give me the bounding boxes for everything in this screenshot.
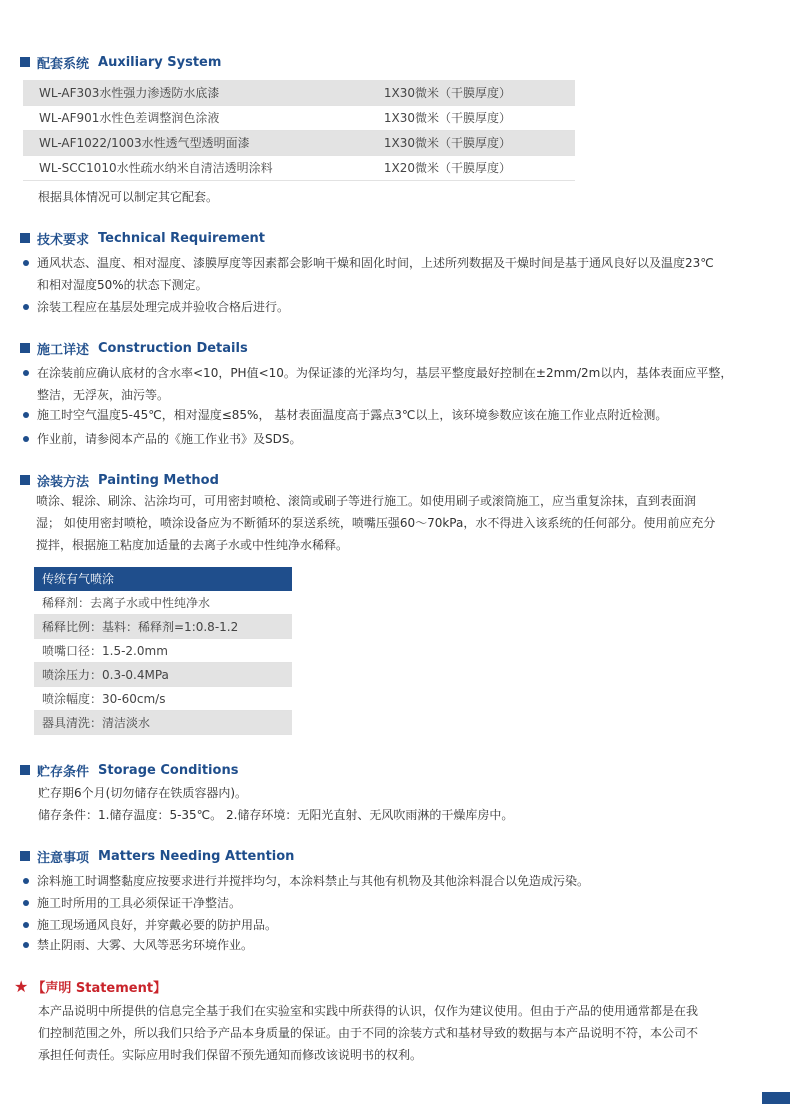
title-cn: 技术要求 [37, 232, 90, 248]
dot-bullet-icon [23, 260, 29, 266]
title-cn: 注意事项 [37, 850, 90, 866]
list-item [20, 934, 770, 956]
bullet-line: 施工时所用的工具必须保证干净整洁。 [37, 896, 242, 910]
dot-bullet-icon [23, 370, 29, 376]
spec-cell: 1X20微米（干膜厚度） [320, 155, 575, 180]
bullet-line: 禁止阴雨、大雾、大风等恶劣环境作业。 [37, 938, 254, 952]
title-cn: 配套系统 [37, 56, 90, 72]
square-bullet-icon [20, 343, 30, 353]
title-en: Painting Method [98, 472, 219, 488]
dot-bullet-icon [23, 878, 29, 884]
bullet-line: 整洁，无浮灰，油污等。 [37, 388, 170, 402]
table-row [23, 130, 575, 155]
product-cell: WL-AF303水性强力渗透防水底漆 [23, 80, 320, 105]
bullet-line: 在涂装前应确认底材的含水率<10，PH值<10。为保证漆的光泽均匀，基层平整度最好控制在±2mm/2m以内，基体表面应平整， [37, 366, 733, 380]
title-cn: 涂装方法 [37, 474, 90, 490]
paragraph-line: 储存条件：1.储存温度：5-35℃。 2.储存环境：无阳光直射、无风吹雨淋的干燥库房中。 [38, 808, 514, 822]
star-icon: ★ [14, 976, 29, 996]
title-cn: 施工详述 [37, 342, 90, 358]
bullet-line: 作业前，请参阅本产品的《施工作业书》及SDS。 [37, 432, 302, 446]
list-item [20, 892, 770, 914]
paragraph-line: 喷涂、辊涂、刷涂、沾涂均可，可用密封喷枪、滚筒或刷子等进行施工。如使用刷子或滚筒施工，应当重复涂抹，直到表面润 [36, 494, 697, 508]
table-row: 喷涂压力：0.3-0.4MPa [34, 663, 292, 687]
list-item [20, 404, 770, 426]
product-cell: WL-AF901水性色差调整润色涂液 [23, 105, 320, 130]
bullet-line: 通风状态、温度、相对湿度、漆膜厚度等因素都会影响干燥和固化时间，上述所列数据及干燥时间是基于通风良好以及温度23℃ [37, 256, 714, 270]
table-row: 喷嘴口径：1.5-2.0mm [34, 639, 292, 663]
paragraph-line: 搅拌，根据施工粘度加适量的去离子水或中性纯净水稀释。 [36, 538, 349, 552]
table-row: 器具清洗：清洁淡水 [34, 711, 292, 735]
title-en: Storage Conditions [98, 762, 239, 778]
product-cell: WL-AF1022/1003水性透气型透明面漆 [23, 130, 320, 155]
list-item [20, 428, 770, 450]
list-item [20, 296, 770, 318]
square-bullet-icon [20, 765, 30, 775]
list-item [20, 914, 770, 936]
section-title-attention [20, 846, 294, 866]
bullet-line: 施工现场通风良好，并穿戴必要的防护用品。 [37, 918, 278, 932]
square-bullet-icon [20, 851, 30, 861]
table-row [23, 155, 575, 180]
table-row: 喷涂幅度：30-60cm/s [34, 687, 292, 711]
dot-bullet-icon [23, 900, 29, 906]
product-cell: WL-SCC1010水性疏水纳米自清洁透明涂料 [23, 155, 320, 180]
square-bullet-icon [20, 57, 30, 67]
table-row [23, 80, 575, 105]
section-title-storage [20, 760, 238, 780]
spec-cell: 1X30微米（干膜厚度） [320, 105, 575, 130]
title-en: Auxiliary System [98, 54, 222, 70]
auxiliary-note: 根据具体情况可以制定其它配套。 [38, 190, 219, 204]
paragraph-line: 承担任何责任。实际应用时我们保留不预先通知而修改该说明书的权利。 [38, 1048, 423, 1062]
table-row: 稀释比例：基料：稀释剂=1:0.8-1.2 [34, 615, 292, 639]
bullet-line: 涂装工程应在基层处理完成并验收合格后进行。 [37, 300, 290, 314]
bullet-line: 涂料施工时调整黏度应按要求进行并搅拌均匀，本涂料禁止与其他有机物及其他涂料混合以免造成污染。 [37, 874, 590, 888]
title-en: Technical Requirement [98, 230, 266, 246]
section-title-technical [20, 228, 265, 248]
list-item [20, 870, 770, 892]
dot-bullet-icon [23, 412, 29, 418]
table-row: 稀释剂：去离子水或中性纯净水 [34, 591, 292, 615]
dot-bullet-icon [23, 942, 29, 948]
table-row [23, 105, 575, 130]
square-bullet-icon [20, 475, 30, 485]
statement-title [14, 976, 166, 996]
spec-cell: 1X30微米（干膜厚度） [320, 80, 575, 105]
dot-bullet-icon [23, 304, 29, 310]
statement-title-text: 【声明 Statement】 [32, 980, 167, 996]
title-cn: 贮存条件 [37, 764, 90, 780]
bullet-line: 和相对湿度50%的状态下测定。 [37, 278, 208, 292]
list-item [20, 362, 770, 406]
title-en: Matters Needing Attention [98, 848, 295, 864]
paragraph-line: 贮存期6个月(切勿储存在铁质容器内)。 [38, 786, 247, 800]
list-item [20, 252, 770, 296]
square-bullet-icon [20, 233, 30, 243]
spec-cell: 1X30微米（干膜厚度） [320, 130, 575, 155]
bullet-line: 施工时空气温度5-45℃，相对湿度≤85%， 基材表面温度高于露点3℃以上，该环境参数应该在施工作业点附近检测。 [37, 408, 668, 422]
dot-bullet-icon [23, 922, 29, 928]
section-title-painting [20, 470, 219, 490]
section-title-auxiliary [20, 52, 221, 72]
storage-text [38, 782, 778, 826]
title-en: Construction Details [98, 340, 248, 356]
auxiliary-table [23, 80, 575, 181]
spray-table [34, 567, 292, 735]
section-title-construction [20, 338, 248, 358]
paragraph-line: 湿； 如使用密封喷枪，喷涂设备应为不断循环的泵送系统，喷嘴压强60～70kPa，水不得进入该系统的任何部分。使用前应充分 [36, 516, 716, 530]
statement-text [38, 1000, 778, 1066]
spray-table-header: 传统有气喷涂 [34, 567, 292, 591]
corner-decoration [762, 1092, 790, 1104]
dot-bullet-icon [23, 436, 29, 442]
paragraph-line: 们控制范围之外，所以我们只给予产品本身质量的保证。由于不同的涂装方式和基材导致的数据与本产品说明不符，本公司不 [38, 1026, 699, 1040]
paragraph-line: 本产品说明中所提供的信息完全基于我们在实验室和实践中所获得的认识，仅作为建议使用。但由于产品的使用通常都是在我 [38, 1004, 699, 1018]
painting-paragraph [36, 490, 776, 556]
